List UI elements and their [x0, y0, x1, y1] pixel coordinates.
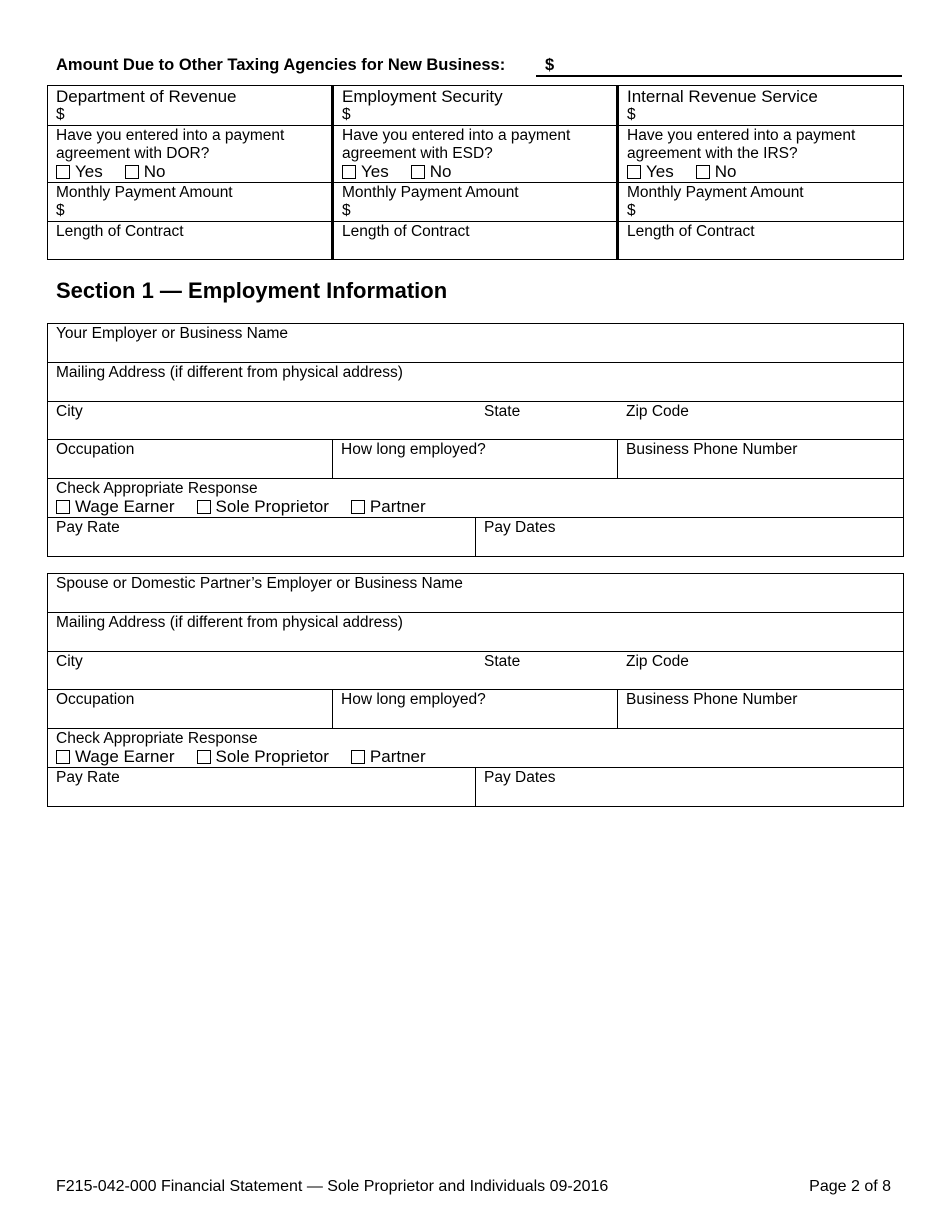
- self-how-long-field[interactable]: [333, 440, 618, 479]
- irs-no-label: No: [714, 162, 737, 181]
- spouse-employer-name-label: Spouse or Domestic Partner’s Employer or Business Name: [56, 575, 463, 592]
- agency-dor-cell[interactable]: [48, 86, 333, 126]
- checkbox-icon[interactable]: [351, 500, 365, 514]
- esd-monthly-dollar: $: [342, 202, 351, 219]
- agency-esd-dollar: $: [342, 106, 351, 123]
- esd-length-label: Length of Contract: [342, 223, 470, 240]
- checkbox-icon[interactable]: [197, 500, 211, 514]
- esd-yes-option[interactable]: [342, 162, 389, 181]
- dor-monthly-dollar: $: [56, 202, 65, 219]
- irs-length-label: Length of Contract: [627, 223, 755, 240]
- irs-monthly-dollar: $: [627, 202, 636, 219]
- checkbox-icon[interactable]: [411, 165, 425, 179]
- spouse-occupation-field[interactable]: [48, 690, 333, 729]
- self-pay-dates-label: Pay Dates: [484, 519, 556, 536]
- spouse-zip-label[interactable]: Zip Code: [626, 653, 689, 670]
- dor-monthly-label: Monthly Payment Amount: [56, 184, 233, 201]
- self-state-label[interactable]: State: [484, 403, 521, 420]
- checkbox-icon[interactable]: [351, 750, 365, 764]
- spouse-wage-earner-label: Wage Earner: [75, 747, 175, 766]
- spouse-occupation-label: Occupation: [56, 691, 135, 708]
- checkbox-icon[interactable]: [56, 500, 70, 514]
- spouse-sole-proprietor-label: Sole Proprietor: [215, 747, 329, 766]
- checkbox-icon[interactable]: [197, 750, 211, 764]
- agency-irs-cell[interactable]: [618, 86, 904, 126]
- dor-no-label: No: [143, 162, 166, 181]
- self-zip-label[interactable]: Zip Code: [626, 403, 689, 420]
- spouse-mailing-label: Mailing Address (if different from physical address): [56, 614, 403, 631]
- self-wage-earner-label: Wage Earner: [75, 497, 175, 516]
- irs-yes-label: Yes: [646, 162, 674, 181]
- self-phone-label: Business Phone Number: [626, 441, 798, 458]
- irs-monthly-cell[interactable]: [618, 183, 904, 222]
- dor-agreement-cell: [48, 126, 333, 183]
- self-how-long-label: How long employed?: [341, 441, 486, 458]
- esd-no-label: No: [429, 162, 452, 181]
- esd-monthly-label: Monthly Payment Amount: [342, 184, 519, 201]
- spouse-phone-field[interactable]: [618, 690, 904, 729]
- self-wage-earner-option[interactable]: [56, 497, 175, 516]
- dor-yes-label: Yes: [75, 162, 103, 181]
- self-employer-name-field[interactable]: [48, 324, 904, 363]
- spouse-phone-label: Business Phone Number: [626, 691, 798, 708]
- spouse-how-long-field[interactable]: [333, 690, 618, 729]
- spouse-pay-dates-label: Pay Dates: [484, 769, 556, 786]
- spouse-city-label[interactable]: City: [56, 653, 83, 670]
- irs-agreement-question: Have you entered into a payment agreement with the IRS?: [627, 127, 856, 162]
- self-check-response-cell: [48, 479, 904, 518]
- agency-dor-name: Department of Revenue: [56, 87, 237, 106]
- self-sole-proprietor-label: Sole Proprietor: [215, 497, 329, 516]
- checkbox-icon[interactable]: [627, 165, 641, 179]
- self-check-label: Check Appropriate Response: [56, 480, 258, 497]
- dor-yes-option[interactable]: [56, 162, 103, 181]
- esd-length-cell[interactable]: [333, 222, 618, 260]
- agency-esd-cell[interactable]: [333, 86, 618, 126]
- self-partner-option[interactable]: [351, 497, 426, 516]
- amount-due-label: Amount Due to Other Taxing Agencies for New Business:: [56, 56, 506, 74]
- irs-monthly-label: Monthly Payment Amount: [627, 184, 804, 201]
- self-sole-proprietor-option[interactable]: [197, 497, 329, 516]
- self-mailing-label: Mailing Address (if different from physical address): [56, 364, 403, 381]
- dor-monthly-cell[interactable]: [48, 183, 333, 222]
- esd-monthly-cell[interactable]: [333, 183, 618, 222]
- spouse-city-row: [48, 652, 904, 690]
- checkbox-icon[interactable]: [125, 165, 139, 179]
- dor-length-label: Length of Contract: [56, 223, 184, 240]
- self-pay-dates-field[interactable]: [476, 518, 904, 557]
- amount-due-dollar: $: [545, 56, 555, 74]
- section-1-title: Section 1 — Employment Information: [56, 278, 448, 303]
- esd-agreement-question: Have you entered into a payment agreement with ESD?: [342, 127, 571, 162]
- self-city-row: [48, 402, 904, 440]
- dor-no-option[interactable]: [125, 162, 166, 181]
- spouse-check-response-cell: [48, 729, 904, 768]
- spouse-wage-earner-option[interactable]: [56, 747, 175, 766]
- self-phone-field[interactable]: [618, 440, 904, 479]
- checkbox-icon[interactable]: [342, 165, 356, 179]
- spouse-state-label[interactable]: State: [484, 653, 521, 670]
- self-employer-name-label: Your Employer or Business Name: [56, 325, 289, 342]
- checkbox-icon[interactable]: [696, 165, 710, 179]
- spouse-employer-table: [47, 573, 904, 807]
- self-employer-table: [47, 323, 904, 557]
- esd-yes-label: Yes: [361, 162, 389, 181]
- spouse-how-long-label: How long employed?: [341, 691, 486, 708]
- spouse-sole-proprietor-option[interactable]: [197, 747, 329, 766]
- esd-agreement-cell: [333, 126, 618, 183]
- irs-yes-option[interactable]: [627, 162, 674, 181]
- self-pay-rate-label: Pay Rate: [56, 519, 120, 536]
- spouse-employer-name-field[interactable]: [48, 574, 904, 613]
- self-occupation-label: Occupation: [56, 441, 135, 458]
- dor-length-cell[interactable]: [48, 222, 333, 260]
- agency-irs-dollar: $: [627, 106, 636, 123]
- irs-length-cell[interactable]: [618, 222, 904, 260]
- self-mailing-field[interactable]: [48, 363, 904, 402]
- spouse-pay-rate-label: Pay Rate: [56, 769, 120, 786]
- spouse-partner-option[interactable]: [351, 747, 426, 766]
- self-pay-rate-field[interactable]: [48, 518, 476, 557]
- irs-agreement-cell: [618, 126, 904, 183]
- spouse-mailing-field[interactable]: [48, 613, 904, 652]
- spouse-check-label: Check Appropriate Response: [56, 730, 258, 747]
- agency-table: [47, 85, 904, 260]
- esd-no-option[interactable]: [411, 162, 452, 181]
- irs-no-option[interactable]: [696, 162, 737, 181]
- self-occupation-field[interactable]: [48, 440, 333, 479]
- spouse-pay-rate-field[interactable]: [48, 768, 476, 807]
- footer-form-id: F215-042-000 Financial Statement — Sole Proprietor and Individuals 09-2016: [56, 1178, 609, 1195]
- agency-esd-name: Employment Security: [342, 87, 503, 106]
- self-partner-label: Partner: [369, 497, 426, 516]
- checkbox-icon[interactable]: [56, 165, 70, 179]
- amount-due-line: [56, 56, 902, 76]
- spouse-pay-dates-field[interactable]: [476, 768, 904, 807]
- spouse-partner-label: Partner: [369, 747, 426, 766]
- checkbox-icon[interactable]: [56, 750, 70, 764]
- self-city-label[interactable]: City: [56, 403, 83, 420]
- dor-agreement-question: Have you entered into a payment agreement with DOR?: [56, 127, 285, 162]
- agency-irs-name: Internal Revenue Service: [627, 87, 818, 106]
- agency-dor-dollar: $: [56, 106, 65, 123]
- footer-page-number: Page 2 of 8: [809, 1178, 891, 1195]
- amount-due-field[interactable]: [536, 75, 902, 77]
